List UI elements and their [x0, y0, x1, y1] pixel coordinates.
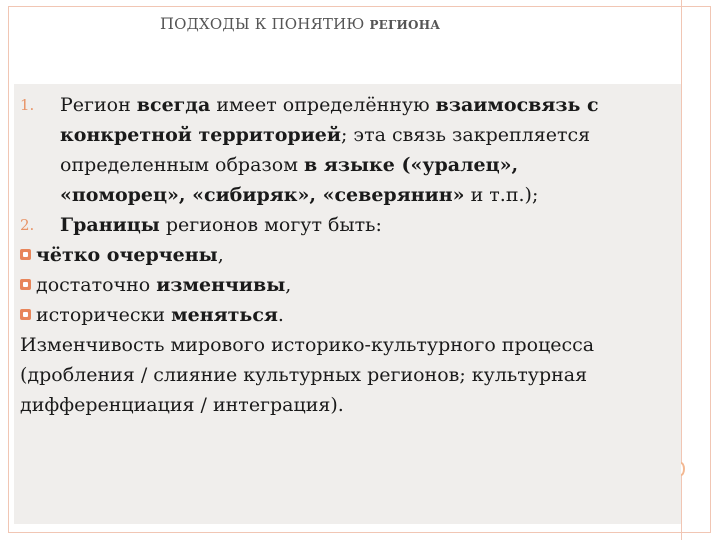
- text-run: регионов могут быть:: [159, 214, 382, 236]
- text-run: имеет определённую: [210, 94, 436, 116]
- item-number: 2.: [20, 216, 35, 234]
- paragraph-line: (дробления / слияние культурных регионов; культурная: [20, 364, 588, 386]
- title-capital: П: [160, 14, 175, 33]
- text-run: Регион: [60, 94, 137, 116]
- text-run: исторически: [36, 304, 172, 326]
- text-run: .: [277, 304, 284, 326]
- bullet-item: [20, 240, 680, 270]
- emphasis-text: Границы: [60, 214, 160, 236]
- emphasis-text: изменчивы: [156, 274, 286, 296]
- numbered-item-line: [20, 120, 680, 150]
- text-run: ; эта связь закрепляется: [340, 124, 591, 146]
- text-run: ,: [217, 244, 224, 266]
- square-bullet-icon: [20, 309, 31, 320]
- paragraph-line: Изменчивость мирового историко-культурного процесса: [20, 334, 595, 356]
- emphasis-text: меняться: [171, 304, 278, 326]
- emphasis-text: чётко очерчены: [36, 244, 218, 266]
- numbered-item-line: [20, 90, 680, 120]
- emphasis-text: «поморец», «сибиряк», «северянин»: [60, 184, 465, 206]
- bullet-item: [20, 300, 680, 330]
- slide-title: [160, 14, 440, 33]
- title-bold-word: РЕГИОНА: [369, 18, 441, 32]
- slide-accent-line: [681, 0, 682, 540]
- text-run: определенным образом: [60, 154, 305, 176]
- slide-body: [20, 90, 680, 420]
- numbered-item-line: [20, 210, 680, 240]
- emphasis-text: конкретной территорией: [60, 124, 341, 146]
- numbered-item-line: [20, 150, 680, 180]
- title-text: ОДХОДЫ К ПОНЯТИЮ: [174, 15, 365, 33]
- item-number: 1.: [20, 96, 35, 114]
- square-bullet-icon: [20, 249, 31, 260]
- emphasis-text: в языке («уралец»,: [304, 154, 519, 176]
- paragraph-line: дифференциация / интеграция).: [20, 394, 344, 416]
- numbered-item-line: [20, 180, 680, 210]
- text-run: ,: [285, 274, 292, 296]
- text-run: и т.п.);: [464, 184, 539, 206]
- emphasis-text: всегда: [136, 94, 211, 116]
- emphasis-text: взаимосвязь с: [435, 94, 599, 116]
- text-run: достаточно: [36, 274, 157, 296]
- square-bullet-icon: [20, 279, 31, 290]
- bullet-item: [20, 270, 680, 300]
